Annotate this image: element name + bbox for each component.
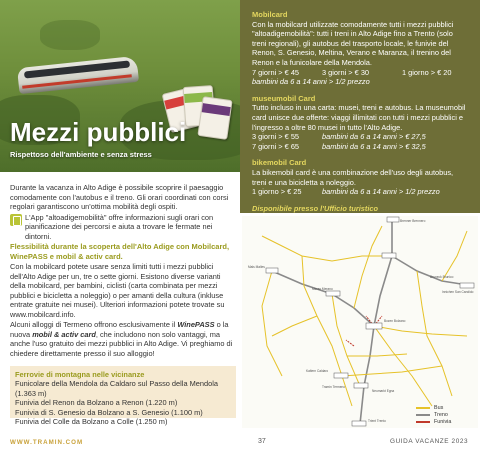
mobilcard-kids: bambini da 6 a 14 anni > 1/2 prezzo — [252, 77, 370, 87]
flex-heading: Flessibilità durante la scoperta dell'Alto Adige con Mobilcard, WinePASS e mobil & activ card. — [10, 242, 230, 261]
map-label-bruneck: Bruneck Brunico — [430, 275, 454, 279]
bus-legend-swatch — [416, 407, 430, 409]
funicular-item: Funivia di S. Genesio da Bolzano a S. Genesio (1.100 m) — [15, 407, 203, 417]
museumobil-text: Tutto incluso in una carta: musei, treni e autobus. La museumobil card unisce due offerte: viaggi illimitati con tutti i mezzi pubblici e l'ingresso a oltre 80 musei in tutto l'Alto Adige. — [252, 103, 466, 132]
funicular-item: Funivia del Renon da Bolzano a Renon (1.220 m) — [15, 398, 178, 408]
website-link[interactable]: WWW.TRAMIN.COM — [10, 439, 84, 446]
hero-image — [0, 0, 240, 172]
map-label-tramin: Tramin Termeno — [322, 385, 346, 389]
funicular-item: Funivia del Colle da Bolzano a Colle (1.250 m) — [15, 417, 168, 427]
map-label-trient: Trient Trento — [368, 419, 386, 423]
app-note-text: L'App "altoadigemobilità" offre informazioni sugli orari con pianificazione dei percorsi e aiuta a trovare le fermate nei dintorni. — [25, 212, 214, 241]
map-label-bozen: Bozen Bolzano — [384, 319, 406, 323]
guide-title: GUIDA VACANZE 2023 — [390, 438, 469, 445]
page-subtitle: Rispettoso dell'ambiente e senza stress — [10, 150, 152, 159]
transit-map — [242, 216, 478, 428]
museumobil-heading: museumobil Card — [252, 93, 316, 103]
museumobil-price-row: 3 giorni > € 55 bambini da 6 a 14 anni > € 27,5 — [252, 132, 426, 142]
lodging-paragraph: Alcuni alloggi di Termeno offrono esclusivamente il WinePASS o la nuova mobil & activ card, che includono non solo vantaggi, ma anche l'uso gratuito dei mezzi pubblici in Alto Adige. Vi preghiamo di chiedere direttamente presso il suo alloggio! — [10, 320, 233, 358]
mobilcard-text: Con la mobilcard utilizzate comodamente tutti i mezzi pubblici "altoadigemobilità": tutti i treni in Alto Adige fino a Trento (solo treni regionali), gli autobus del trasporto locale, le funivie del Renon, S. Genesio, Meltina, Verano e Maranza, il trenino del Renon e la funicolare della Mendola. — [252, 19, 454, 67]
activcard-label: mobil & activ card — [32, 329, 96, 339]
activcard-image — [197, 96, 232, 140]
smartphone-icon — [10, 214, 22, 226]
map-label-neumarkt: Neumarkt Egna — [372, 389, 395, 393]
funicular-box — [10, 366, 236, 427]
cards-info-box — [240, 0, 480, 213]
funicular-heading: Ferrovie di montagna nelle vicinanze — [15, 370, 145, 379]
page-title: Mezzi pubblici — [10, 117, 187, 147]
bikemobil-price-row: 1 giorno > € 25 bambini da 6 a 14 anni > 1/2 prezzo — [252, 187, 440, 197]
transit-map-svg — [242, 216, 478, 428]
museumobil-price-row: 7 giorni > € 65 bambini da 6 a 14 anni > € 32,5 — [252, 141, 426, 151]
winepass-label: WinePASS — [177, 320, 215, 329]
mobilcard-heading: Mobilcard — [252, 10, 288, 19]
funicular-item: Funicolare della Mendola da Caldaro sul Passo della Mendola (1.363 m) — [15, 379, 218, 398]
intro-paragraph: Durante la vacanza in Alto Adige è possibile scoprire il paesaggio comodamente con l'autobus e il treno. Gli orari coordinati con corsi regolari garantiscono un'ottima mobilità degli ospiti. — [10, 183, 229, 212]
map-label-mals: Mals Malles — [248, 265, 265, 269]
map-label-brenner: Brenner Brennero — [400, 219, 426, 223]
app-note — [10, 213, 232, 242]
bikemobil-text: La bikemobil card è una combinazione dell'uso degli autobus, treni e una bicicletta a noleggio. — [252, 167, 454, 187]
map-label-innichen: Innichen San Candido — [442, 290, 474, 294]
page-number: 37 — [258, 438, 266, 445]
right-page — [240, 0, 480, 459]
cable-legend-swatch — [416, 421, 430, 423]
map-legend: Bus Treno Funivia — [416, 404, 476, 425]
mobilcard-prices: 7 giorni > € 45 3 giorni > € 30 1 giorno > € 20 — [252, 67, 452, 77]
bikemobil-heading: bikemobil Card — [252, 158, 307, 168]
availability-note: Disponibile presso l'Ufficio turistico — [252, 203, 379, 213]
map-label-meran: Meran Merano — [312, 287, 333, 291]
intro-section — [10, 183, 232, 242]
flex-paragraph: Con la mobilcard potete usare senza limiti tutti i mezzi pubblici dell'Alto Adige per un, tre o sette giorni. Esistono diverse varianti della mobilcard, per bambini, ciclisti (carta combinata per mezzi pubblici e bicicletta a noleggio) o per amanti della cultura (inkluse entrate gratuite nei musei). Ulteriori informazioni potete trovate su www.mobilcard.info. — [10, 262, 225, 319]
map-label-kaltern: Kaltern Caldaro — [306, 369, 329, 373]
train-legend-swatch — [416, 414, 430, 416]
